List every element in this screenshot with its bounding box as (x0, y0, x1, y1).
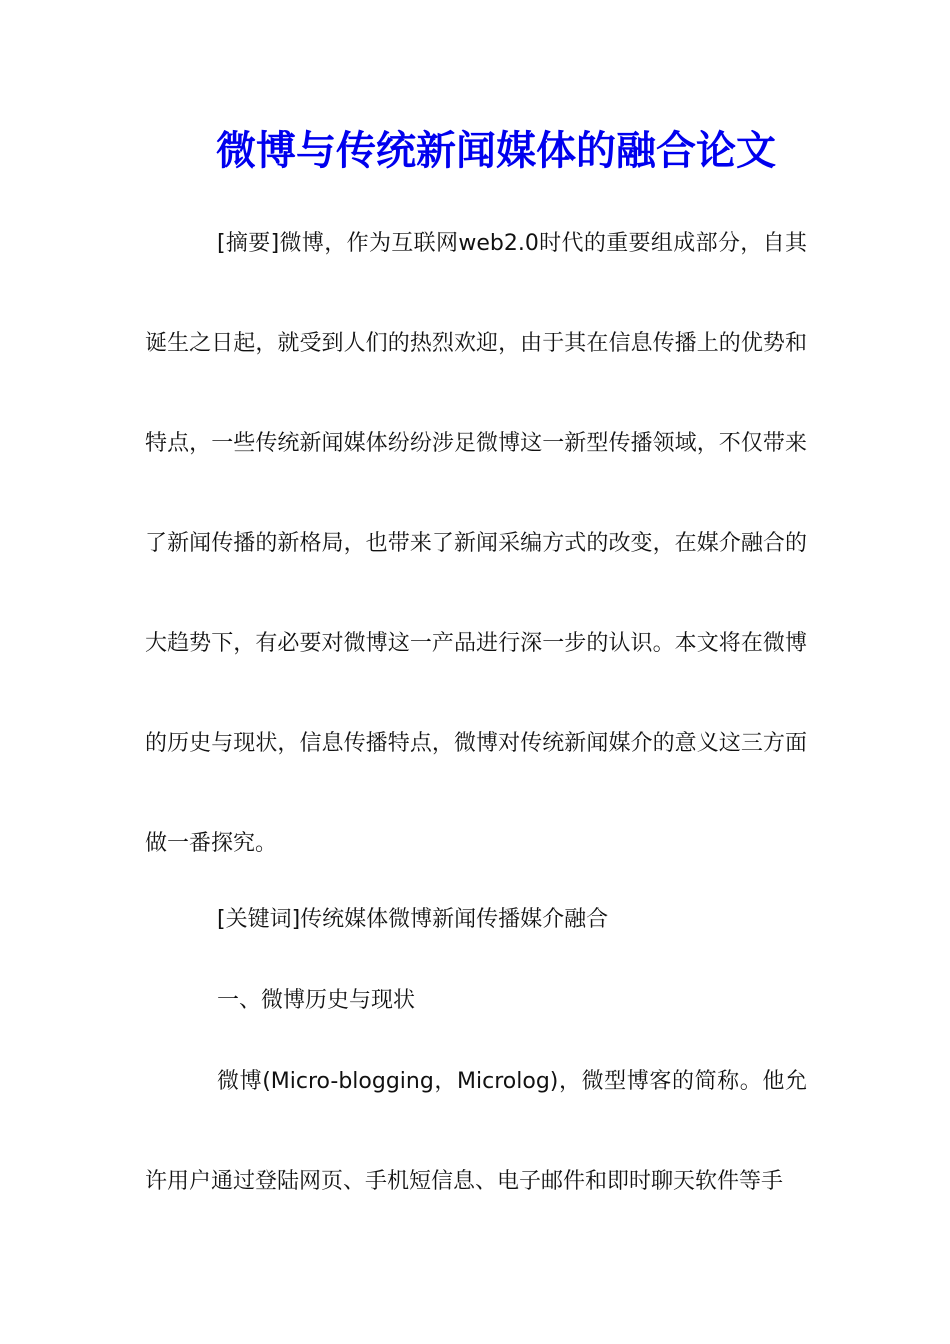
document-title: 微博与传统新闻媒体的融合论文 (216, 127, 776, 174)
body-paragraph: 微博(Micro-blogging，Microlog)，微型博客的简称。他允许用户通过登陆网页、手机短信息、电子邮件和即时聊天软件等手 (145, 1069, 807, 1194)
keywords-line: [关键词]传统媒体微博新闻传播媒介融合 (217, 907, 609, 932)
section-heading: 一、微博历史与现状 (217, 988, 416, 1013)
abstract-paragraph: [摘要]微博，作为互联网web2.0时代的重要组成部分，自其诞生之日起，就受到人们的热烈欢迎，由于其在信息传播上的优势和特点，一些传统新闻媒体纷纷涉足微博这一新型传播领域，不仅带来了新闻传播的新格局，也带来了新闻采编方式的改变，在媒介融合的大趋势下，有必要对微博这一产品进行深一步的认识。本文将在微博的历史与现状，信息传播特点，微博对传统新闻媒介的意义这三方面做一番探究。 (145, 231, 807, 856)
